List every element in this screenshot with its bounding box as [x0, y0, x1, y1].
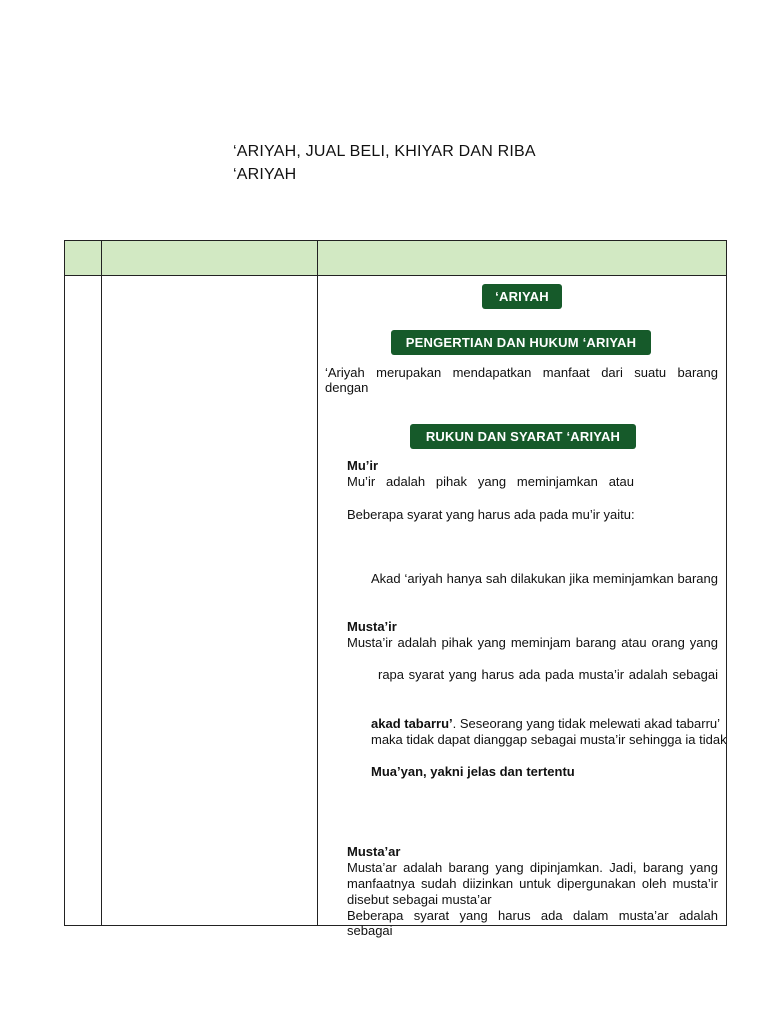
column-divider [101, 241, 102, 925]
mustair-akad-line1 [371, 716, 720, 731]
mustair-heading: Musta’ir [347, 619, 397, 634]
table-header-row [65, 241, 726, 276]
mustaar-line3: disebut sebagai musta’ar [347, 892, 492, 907]
mustaar-heading: Musta’ar [347, 844, 401, 859]
document-title: ‘ARIYAH, JUAL BELI, KHIYAR DAN RIBA [233, 143, 536, 160]
muayan-item: Mua’yan, yakni jelas dan tertentu [371, 764, 575, 779]
pengertian-badge: PENGERTIAN DAN HUKUM ‘ARIYAH [391, 330, 651, 355]
pengertian-text: ‘Ariyah merupakan mendapatkan manfaat dari suatu barang dengan [325, 365, 718, 395]
muir-syarat-intro: Beberapa syarat yang harus ada pada mu’ir yaitu: [347, 507, 635, 522]
mustaar-line4: Beberapa syarat yang harus ada dalam musta’ar adalah sebagai [347, 908, 718, 938]
mustair-akad-line2: maka tidak dapat dianggap sebagai musta’ir sehingga ia tidak [371, 732, 727, 747]
ariyah-badge: ‘ARIYAH [482, 284, 562, 309]
muir-heading: Mu’ir [347, 458, 379, 473]
muir-definition: Mu’ir adalah pihak yang meminjamkan atau [347, 474, 634, 489]
muir-akad-text: Akad ‘ariyah hanya sah dilakukan jika meminjamkan barang [371, 571, 718, 586]
document-subtitle: ‘ARIYAH [233, 166, 297, 183]
akad-tabarru-term: akad tabarru’ [371, 716, 453, 731]
mustaar-line1: Musta’ar adalah barang yang dipinjamkan. Jadi, barang yang [347, 860, 718, 875]
mustaar-line2: manfaatnya sudah diizinkan untuk dipergunakan oleh musta’ir [347, 876, 718, 891]
column-divider [317, 241, 318, 925]
mustair-definition: Musta’ir adalah pihak yang meminjam barang atau orang yang [347, 635, 718, 650]
mustair-syarat-intro: rapa syarat yang harus ada pada musta’ir adalah sebagai [378, 667, 718, 682]
akad-tabarru-rest: . Seseorang yang tidak melewati akad tabarru’ [452, 716, 721, 731]
rukun-badge: RUKUN DAN SYARAT ‘ARIYAH [410, 424, 636, 449]
